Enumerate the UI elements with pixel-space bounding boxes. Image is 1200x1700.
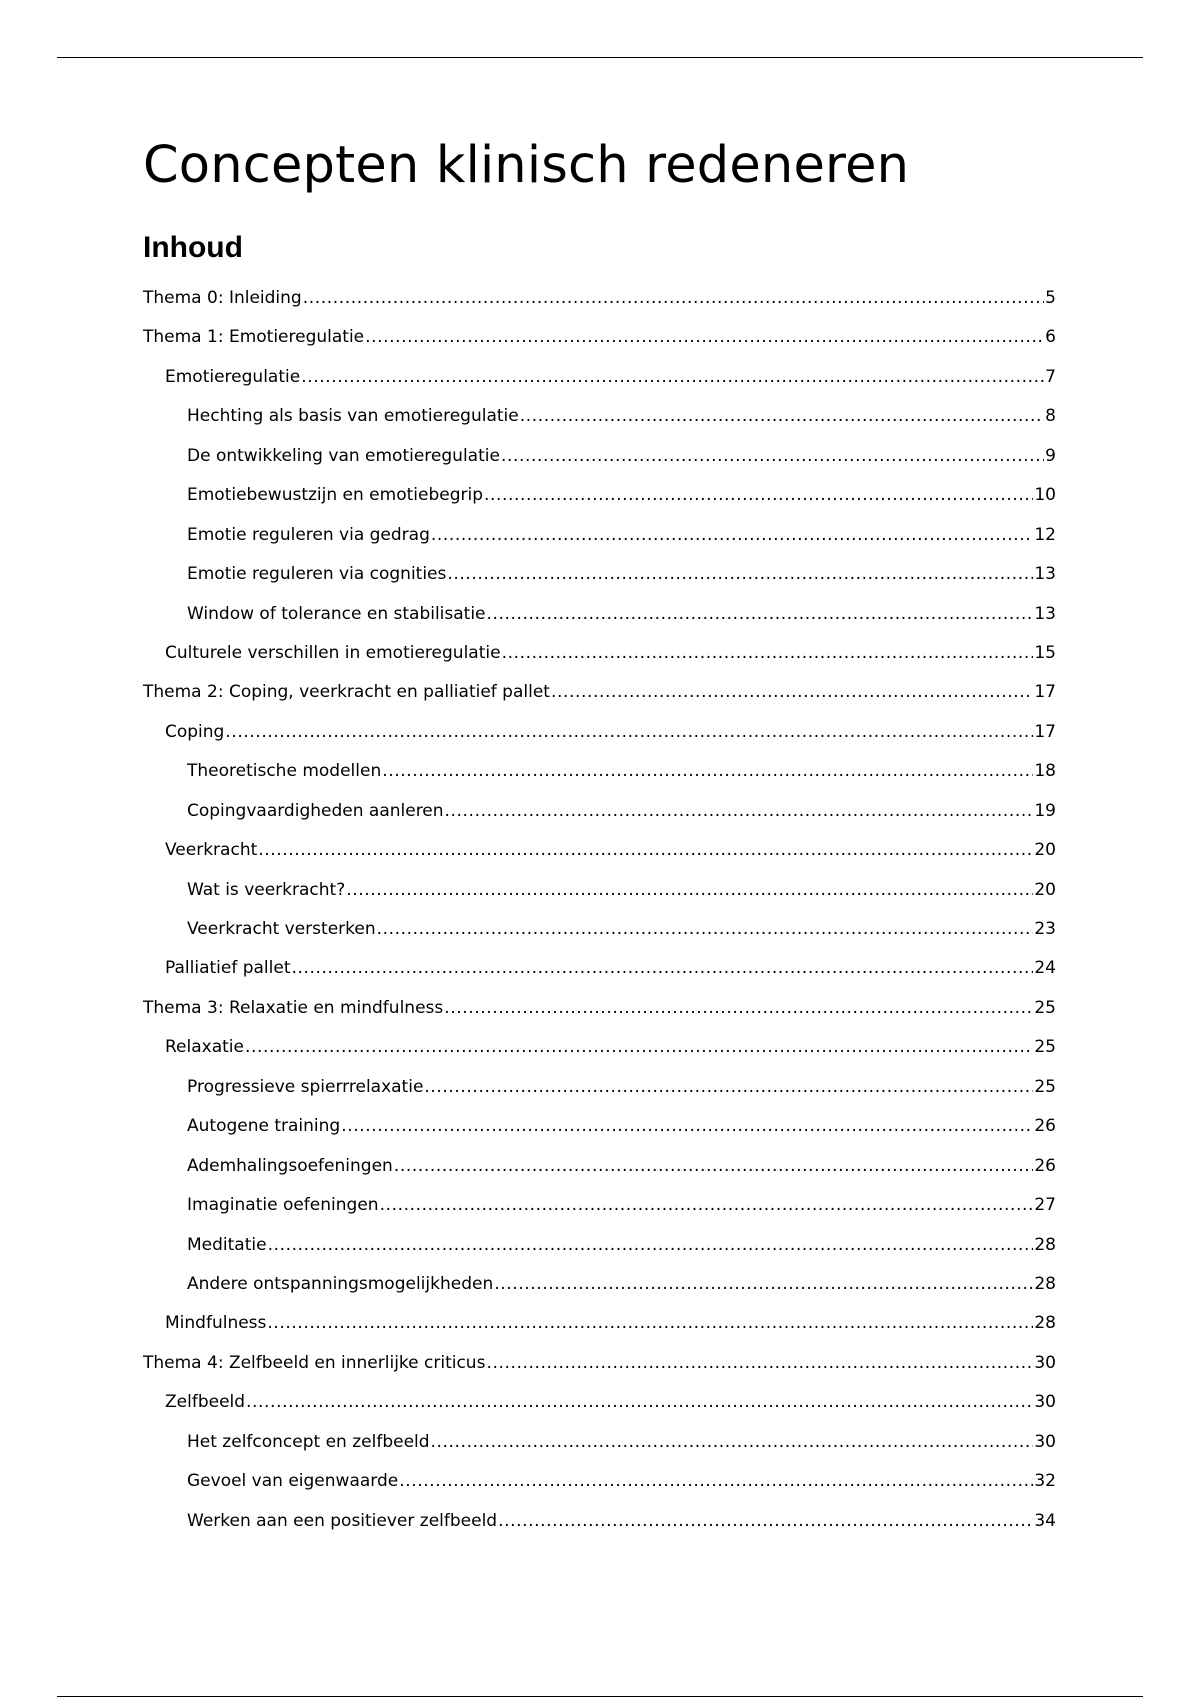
toc-dot-leader <box>303 282 1044 314</box>
toc-entry-label: Emotieregulatie <box>165 366 301 387</box>
header-rule <box>57 57 1143 58</box>
toc-page-number: 25 <box>1034 997 1056 1018</box>
toc-entry[interactable] <box>143 992 1056 1031</box>
toc-entry-label: Coping <box>165 721 225 742</box>
toc-dot-leader <box>424 1071 1033 1103</box>
toc-entry[interactable] <box>143 1189 1056 1228</box>
toc-dot-leader <box>494 1268 1033 1300</box>
toc-page-number: 8 <box>1045 406 1056 427</box>
toc-dot-leader <box>258 834 1033 866</box>
toc-entry[interactable] <box>143 519 1056 558</box>
toc-entry-label: Thema 3: Relaxatie en mindfulness <box>143 997 444 1018</box>
toc-entry[interactable] <box>143 676 1056 715</box>
toc-entry-label: Ademhalingsoefeningen <box>187 1155 393 1176</box>
toc-entry[interactable] <box>143 795 1056 834</box>
toc-page-number: 5 <box>1045 288 1056 308</box>
toc-entry[interactable] <box>143 1386 1056 1425</box>
toc-entry[interactable] <box>143 1426 1056 1465</box>
toc-dot-leader <box>447 558 1033 590</box>
toc-page-number: 28 <box>1034 1234 1056 1255</box>
toc-entry-label: Copingvaardigheden aanleren <box>187 800 444 821</box>
toc-dot-leader <box>486 1347 1033 1379</box>
toc-dot-leader <box>341 1110 1033 1142</box>
toc-page-number: 24 <box>1034 958 1056 979</box>
toc-page-number: 32 <box>1034 1471 1056 1492</box>
toc-entry-label: Andere ontspanningsmogelijkheden <box>187 1273 494 1294</box>
toc-page-number: 28 <box>1034 1313 1056 1334</box>
toc-dot-leader <box>292 952 1034 984</box>
toc-dot-leader <box>431 1426 1034 1458</box>
toc-dot-leader <box>502 637 1034 669</box>
toc-entry[interactable] <box>143 952 1056 991</box>
toc-entry[interactable] <box>143 558 1056 597</box>
toc-entry-label: Relaxatie <box>165 1037 244 1058</box>
toc-page-number: 28 <box>1034 1273 1056 1294</box>
toc-entry-label: Wat is veerkracht? <box>187 879 346 900</box>
toc-entry-label: Palliatief pallet <box>165 958 291 979</box>
toc-entry-label: Autogene training <box>187 1116 341 1137</box>
toc-page-number: 7 <box>1045 366 1056 387</box>
toc-page-number: 17 <box>1034 721 1056 742</box>
toc-entry-label: De ontwikkeling van emotieregulatie <box>187 445 500 466</box>
toc-entry[interactable] <box>143 321 1056 360</box>
toc-dot-leader <box>498 1505 1033 1537</box>
toc-entry-label: Mindfulness <box>165 1313 267 1334</box>
toc-entry-label: Veerkracht <box>165 840 258 861</box>
toc-dot-leader <box>268 1229 1034 1261</box>
toc-entry-label: Thema 1: Emotieregulatie <box>143 327 365 348</box>
toc-page-number: 20 <box>1034 879 1056 900</box>
toc-entry[interactable] <box>143 834 1056 873</box>
toc-entry[interactable] <box>143 716 1056 755</box>
toc-entry[interactable] <box>143 755 1056 794</box>
toc-entry[interactable] <box>143 1465 1056 1504</box>
toc-dot-leader <box>225 716 1033 748</box>
toc-entry[interactable] <box>143 1229 1056 1268</box>
toc-entry[interactable] <box>143 598 1056 637</box>
toc-entry[interactable] <box>143 361 1056 400</box>
toc-entry-label: Het zelfconcept en zelfbeeld <box>187 1431 430 1452</box>
toc-dot-leader <box>301 361 1044 393</box>
toc-dot-leader <box>382 755 1033 787</box>
toc-dot-leader <box>346 874 1033 906</box>
toc-entry-label: Thema 0: Inleiding <box>143 288 302 308</box>
toc-page-number: 25 <box>1034 1076 1056 1097</box>
toc-entry[interactable] <box>143 1307 1056 1346</box>
toc-dot-leader <box>245 1031 1033 1063</box>
toc-entry[interactable] <box>143 1268 1056 1307</box>
toc-entry[interactable] <box>143 874 1056 913</box>
toc-entry[interactable] <box>143 1071 1056 1110</box>
toc-entry[interactable] <box>143 1110 1056 1149</box>
toc-page-number: 30 <box>1034 1392 1056 1413</box>
toc-page-number: 23 <box>1034 919 1056 939</box>
toc-page-number: 18 <box>1034 761 1056 782</box>
toc-entry-label: Imaginatie oefeningen <box>187 1195 379 1216</box>
document-title: Concepten klinisch redeneren <box>143 136 910 195</box>
toc-entry-label: Hechting als basis van emotieregulatie <box>187 406 519 427</box>
toc-entry[interactable] <box>143 1031 1056 1070</box>
toc-dot-leader <box>431 519 1033 551</box>
toc-entry[interactable] <box>143 479 1056 518</box>
toc-dot-leader <box>377 913 1034 945</box>
toc-page-number: 25 <box>1034 1037 1056 1058</box>
toc-entry[interactable] <box>143 440 1056 479</box>
toc-dot-leader <box>267 1307 1033 1339</box>
toc-entry-label: Gevoel van eigenwaarde <box>187 1471 399 1492</box>
table-of-contents <box>143 282 1056 1544</box>
toc-entry-label: Theoretische modellen <box>187 761 382 782</box>
toc-page-number: 10 <box>1034 485 1056 506</box>
toc-entry-label: Progressieve spierrrelaxatie <box>187 1076 424 1097</box>
footer-rule <box>57 1696 1143 1697</box>
toc-entry-label: Window of tolerance en stabilisatie <box>187 603 486 624</box>
toc-dot-leader <box>246 1386 1033 1418</box>
toc-dot-leader <box>394 1150 1034 1182</box>
toc-page-number: 15 <box>1034 642 1056 663</box>
toc-page-number: 27 <box>1034 1195 1056 1216</box>
toc-dot-leader <box>445 795 1034 827</box>
toc-entry-label: Veerkracht versterken <box>187 919 376 939</box>
toc-page-number: 6 <box>1045 327 1056 348</box>
toc-entry-label: Thema 4: Zelfbeeld en innerlijke criticus <box>143 1352 486 1373</box>
toc-entry[interactable] <box>143 1150 1056 1189</box>
toc-dot-leader <box>380 1189 1034 1221</box>
toc-entry[interactable] <box>143 1347 1056 1386</box>
toc-heading: Inhoud <box>143 231 243 264</box>
toc-entry-label: Meditatie <box>187 1234 267 1255</box>
toc-page-number: 34 <box>1034 1510 1056 1531</box>
toc-page-number: 30 <box>1034 1352 1056 1373</box>
toc-dot-leader <box>501 440 1044 472</box>
toc-dot-leader <box>551 676 1033 708</box>
toc-dot-leader <box>484 479 1033 511</box>
toc-page-number: 20 <box>1034 840 1056 861</box>
toc-page-number: 17 <box>1034 682 1056 703</box>
toc-dot-leader <box>444 992 1033 1024</box>
toc-entry-label: Culturele verschillen in emotieregulatie <box>165 642 501 663</box>
toc-entry-label: Emotie reguleren via cognities <box>187 564 447 585</box>
toc-entry[interactable] <box>143 1505 1056 1544</box>
toc-page-number: 9 <box>1045 445 1056 466</box>
toc-entry-label: Emotiebewustzijn en emotiebegrip <box>187 485 483 506</box>
toc-page-number: 26 <box>1034 1116 1056 1137</box>
toc-page-number: 13 <box>1034 603 1056 624</box>
toc-entry-label: Werken aan een positiever zelfbeeld <box>187 1510 498 1531</box>
toc-dot-leader <box>520 400 1044 432</box>
toc-page-number: 30 <box>1034 1431 1056 1452</box>
toc-entry-label: Emotie reguleren via gedrag <box>187 524 430 545</box>
toc-page-number: 13 <box>1034 564 1056 585</box>
toc-entry-label: Thema 2: Coping, veerkracht en palliatief pallet <box>143 682 550 703</box>
toc-dot-leader <box>399 1465 1033 1497</box>
toc-page-number: 19 <box>1034 800 1056 821</box>
toc-entry[interactable] <box>143 282 1056 321</box>
toc-page-number: 26 <box>1034 1155 1056 1176</box>
toc-dot-leader <box>487 598 1034 630</box>
toc-entry[interactable] <box>143 637 1056 676</box>
toc-entry[interactable] <box>143 400 1056 439</box>
toc-entry-label: Zelfbeeld <box>165 1392 246 1413</box>
toc-dot-leader <box>365 321 1044 353</box>
toc-entry[interactable] <box>143 913 1056 952</box>
toc-page-number: 12 <box>1034 524 1056 545</box>
